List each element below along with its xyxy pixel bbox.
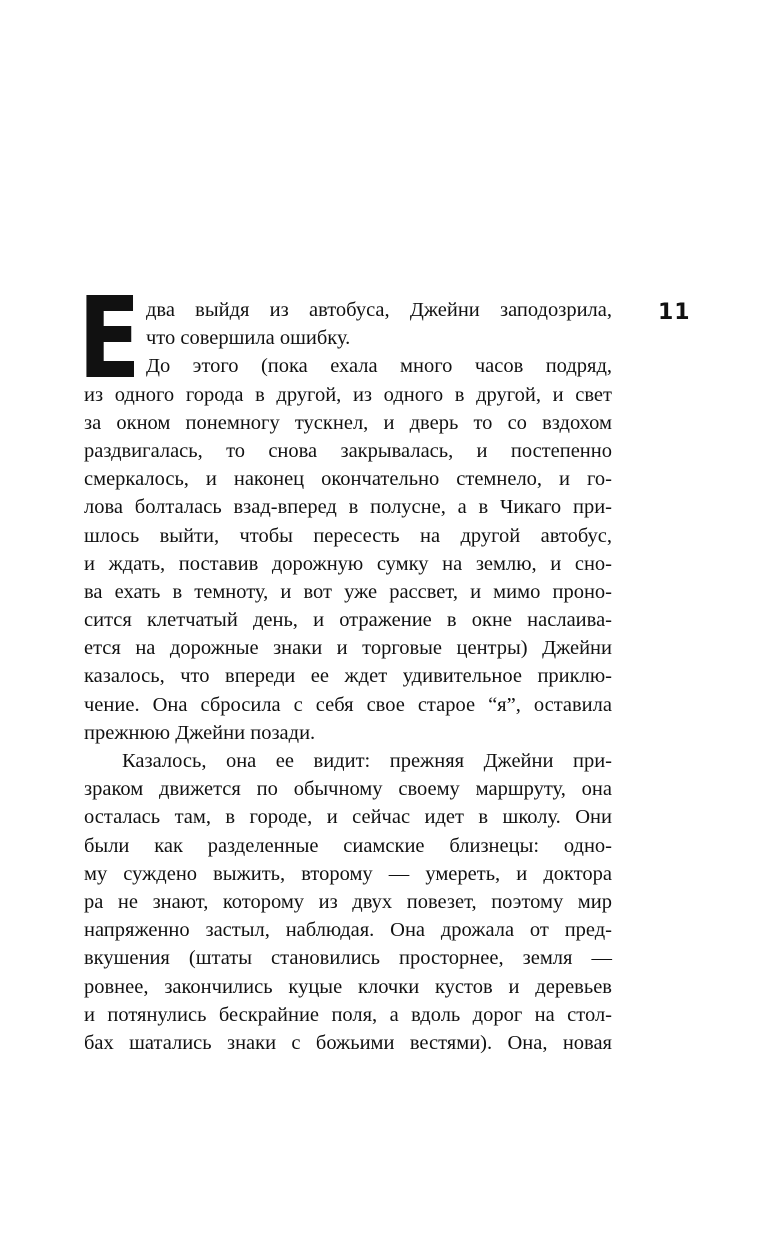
text-line: казалось, что впереди ее ждет удивительное приклю- [84, 665, 612, 688]
text-line: зраком движется по обычному своему маршруту, она [84, 778, 612, 801]
text-line: му суждено выжить, второму — умереть, и доктора [84, 862, 612, 885]
text-line: два выйдя из автобуса, Джейни заподозрила, [146, 299, 612, 321]
text-line: ва ехать в темноту, и вот уже рассвет, и мимо проно- [84, 580, 612, 603]
text-line: ра не знают, которому из двух повезет, поэтому мир [84, 890, 612, 913]
text-line: лова болталась взад-вперед в полусне, а в Чикаго при- [84, 496, 612, 519]
body-text [84, 296, 612, 1057]
text-line: что совершила ошибку. [146, 327, 351, 350]
text-line: сится клетчатый день, и отражение в окне наслаива- [84, 609, 612, 632]
text-line: Казалось, она ее видит: прежняя Джейни при- [122, 750, 612, 772]
text-line: бах шатались знаки с божьими вестями). Она, новая [84, 1031, 612, 1054]
text-line: До этого (пока ехала много часов подряд, [146, 355, 612, 378]
text-line: шлось выйти, чтобы пересесть на другой автобус, [84, 524, 612, 547]
text-line: были как разделенные сиамские близнецы: одно- [84, 834, 612, 857]
text-line: вкушения (штаты становились просторнее, земля — [84, 947, 612, 970]
text-line: чение. Она сбросила с себя свое старое “я”, оставила [84, 693, 612, 716]
text-line: прежнюю Джейни позади. [84, 721, 316, 744]
text-line: и ждать, поставив дорожную сумку на землю, и сно- [84, 552, 612, 575]
text-line: из одного города в другой, из одного в другой, и свет [84, 383, 612, 406]
text-line: смеркалось, и наконец окончательно стемнело, и го- [84, 468, 612, 491]
text-line: за окном понемногу тускнел, и дверь то со вздохом [84, 411, 612, 434]
text-line: осталась там, в городе, и сейчас идет в школу. Они [84, 806, 612, 829]
text-line: раздвигалась, то снова закрывалась, и постепенно [84, 439, 612, 462]
text-line: ется на дорожные знаки и торговые центры) Джейни [84, 637, 612, 660]
drop-cap-letter: Е [78, 274, 141, 404]
text-line: и потянулись бескрайние поля, а вдоль дорог на стол- [84, 1003, 612, 1026]
text-line: напряженно застыл, наблюдая. Она дрожала от пред- [84, 919, 612, 942]
page-number: 11 [658, 300, 691, 325]
text-line: ровнее, закончились куцые клочки кустов и деревьев [84, 975, 612, 998]
